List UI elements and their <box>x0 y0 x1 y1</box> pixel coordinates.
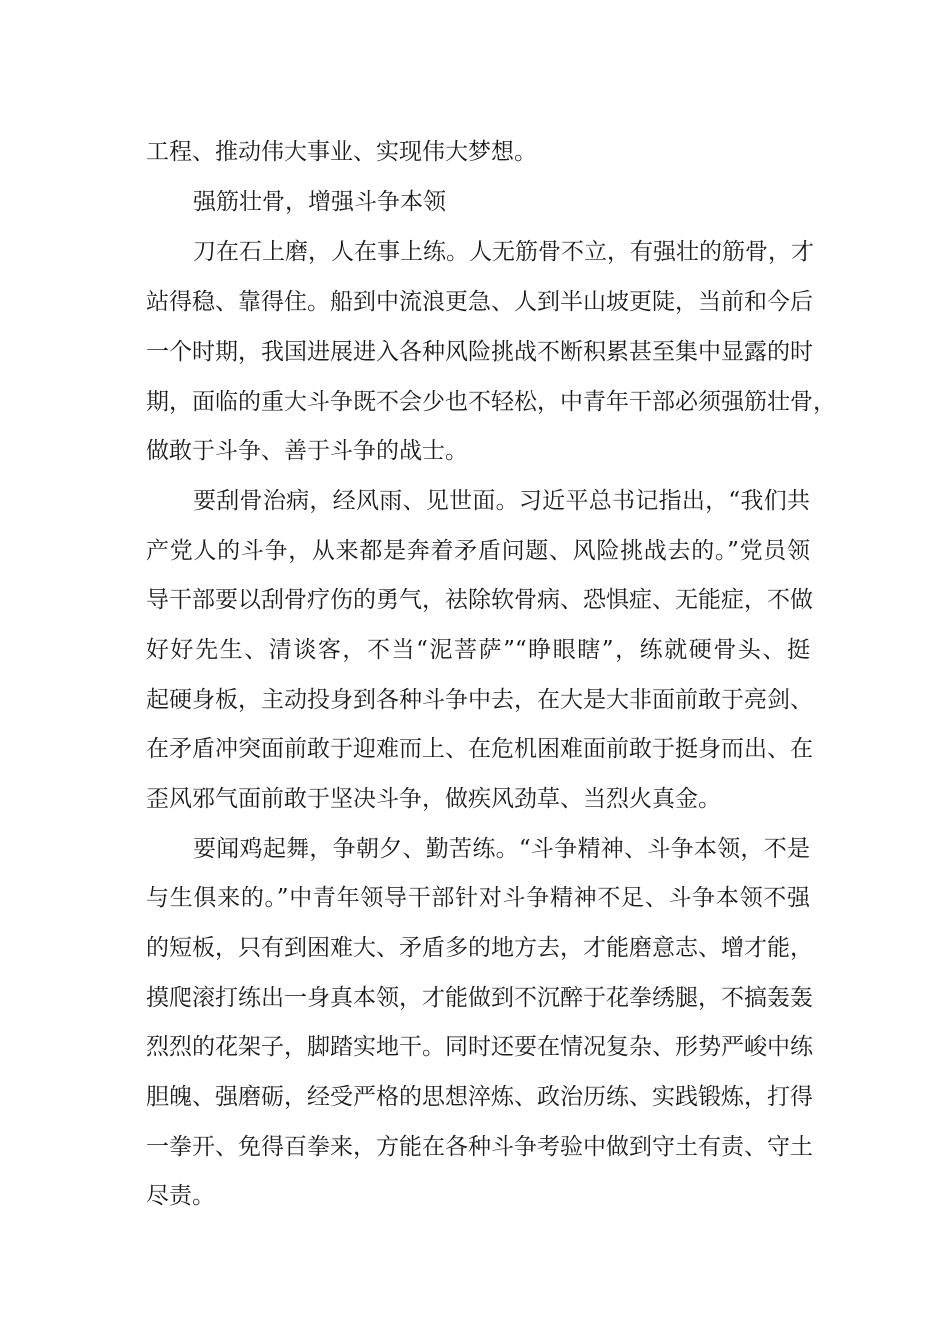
paragraph-line: 站得稳、靠得住。船到中流浪更急、人到半山坡更陡，当前和今后 <box>146 289 813 315</box>
paragraph-line: 烈烈的花架子，脚踏实地干。同时还要在情况复杂、形势严峻中练 <box>146 1034 813 1060</box>
paragraph-line: 摸爬滚打练出一身真本领，才能做到不沉醉于花拳绣腿，不搞轰轰 <box>146 985 813 1011</box>
paragraph-line: 胆魄、强磨砺，经受严格的思想淬炼、政治历练、实践锻炼，打得 <box>146 1084 813 1110</box>
paragraph-line: 起硬身板，主动投身到各种斗争中去，在大是大非面前敢于亮剑、 <box>146 687 813 713</box>
paragraph-line: 好好先生、清谈客，不当“泥菩萨”“睁眼瞎”，练就硬骨头、挺 <box>146 637 810 663</box>
paragraph-line: 的短板，只有到困难大、矛盾多的地方去，才能磨意志、增才能， <box>146 935 813 961</box>
paragraph-line: 导干部要以刮骨疗伤的勇气，祛除软骨病、恐惧症、无能症，不做 <box>146 587 813 613</box>
paragraph-line: 期，面临的重大斗争既不会少也不轻松，中青年干部必须强筋壮骨， <box>146 389 836 415</box>
paragraph-line: 产党人的斗争，从来都是奔着矛盾问题、风险挑战去的。”党员领 <box>146 538 810 564</box>
paragraph-line: 要刮骨治病，经风雨、见世面。习近平总书记指出，“我们共 <box>193 488 810 514</box>
paragraph-line: 做敢于斗争、善于斗争的战士。 <box>146 438 468 464</box>
paragraph-line: 工程、推动伟大事业、实现伟大梦想。 <box>146 139 537 165</box>
paragraph-line: 歪风邪气面前敢于坚决斗争，做疾风劲草、当烈火真金。 <box>146 786 721 812</box>
paragraph-line: 刀在石上磨，人在事上练。人无筋骨不立，有强壮的筋骨，才 <box>193 239 814 265</box>
paragraph-line: 一个时期，我国进展进入各种风险挑战不断积累甚至集中显露的时 <box>146 339 813 365</box>
paragraph-line: 在矛盾冲突面前敢于迎难而上、在危机困难面前敢于挺身而出、在 <box>146 736 813 762</box>
paragraph-line: 要闻鸡起舞，争朝夕、勤苦练。“斗争精神、斗争本领，不是 <box>193 836 810 862</box>
paragraph-line: 一拳开、免得百拳来，方能在各种斗争考验中做到守土有责、守土 <box>146 1134 813 1160</box>
paragraph-line: 与生俱来的。”中青年领导干部针对斗争精神不足、斗争本领不强 <box>146 885 810 911</box>
section-heading: 强筋壮骨，增强斗争本领 <box>193 189 446 215</box>
paragraph-line: 尽责。 <box>146 1183 215 1209</box>
